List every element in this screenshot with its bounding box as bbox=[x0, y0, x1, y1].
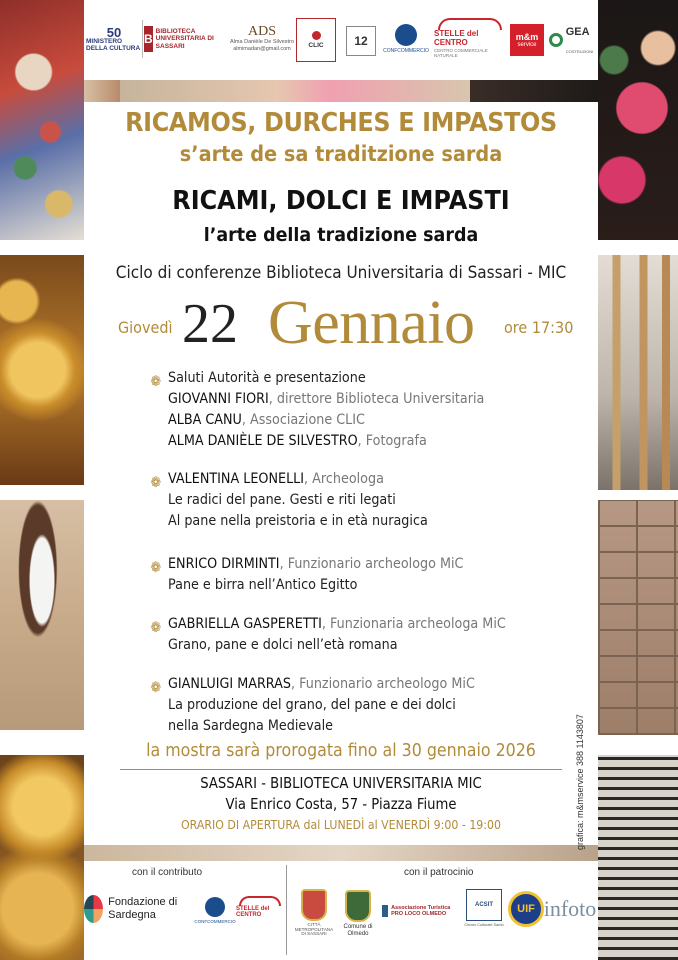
flower-bullet-icon: ❁ bbox=[150, 374, 162, 390]
exhibit-extension-note: la mostra sarà prorogata fino al 30 gennaio 2026 bbox=[146, 740, 536, 761]
title-sardinian: RICAMOS, DURCHES E IMPASTOS bbox=[125, 108, 557, 138]
ads-logo: ADS Alma Danièle De Silvestro almimadan@gmail.com bbox=[230, 24, 294, 52]
fondazione-ring-icon bbox=[84, 895, 103, 923]
subtitle-italian: l’arte della tradizione sarda bbox=[203, 224, 479, 246]
flower-bullet-icon: ❁ bbox=[150, 475, 162, 491]
opening-hours: ORARIO DI APERTURA dal LUNEDÌ al VENERDÌ 9:00 - 19:00 bbox=[180, 817, 502, 832]
stelle-del-centro-logo: STELLE del CENTRO CENTRO COMMERCIALE NATURALE bbox=[434, 18, 506, 58]
subtitle-sardinian: s’arte de sa traditzione sarda bbox=[179, 142, 503, 166]
event-date bbox=[84, 288, 598, 360]
acsit-logo: ACSIT Circolo Culturale Sardo bbox=[464, 885, 504, 931]
clic-dot-icon bbox=[312, 31, 321, 40]
flower-bullet-icon: ❁ bbox=[150, 620, 162, 636]
footer-divider bbox=[286, 865, 287, 955]
title-italian: RICAMI, DOLCI E IMPASTI bbox=[172, 186, 510, 216]
twelve-logo: 12 bbox=[346, 26, 376, 56]
bread-photo bbox=[0, 755, 84, 960]
comune-olmedo-logo: Comune di Olmedo bbox=[338, 881, 378, 947]
photo-strip bbox=[84, 80, 120, 102]
patronage-label: con il patrocinio bbox=[404, 867, 474, 878]
weekday: Giovedì bbox=[118, 318, 173, 337]
graphic-credit: grafica: m&mservice 388 1143807 bbox=[575, 714, 585, 850]
clic-logo: CLIC bbox=[296, 18, 336, 62]
baker-photo bbox=[0, 500, 84, 730]
wooden-tools-photo bbox=[598, 255, 678, 490]
confcommercio-logo-footer: CONFCOMMERCIO bbox=[192, 889, 238, 931]
arch-icon bbox=[239, 896, 281, 906]
gea-logo: GEA COSTRUZIONI bbox=[546, 28, 596, 52]
confcommercio-emblem-icon bbox=[205, 897, 225, 917]
day-number: 22 bbox=[182, 293, 238, 355]
event-time: ore 17:30 bbox=[504, 318, 574, 337]
venue-address: Via Enrico Costa, 57 - Piazza Fiume bbox=[225, 795, 457, 813]
brick-wall-photo bbox=[598, 500, 678, 735]
flower-bullet-icon: ❁ bbox=[150, 560, 162, 576]
photo-strip-bottom bbox=[84, 845, 598, 861]
sponsor-logo-bar bbox=[84, 0, 598, 80]
program-item-dirminti: ❁ ENRICO DIRMINTI, Funzionario archeologo MiC Pane e birra nell’Antico Egitto bbox=[150, 556, 464, 593]
mm-service-logo: m&m service bbox=[510, 24, 544, 56]
gold-jewel-photo bbox=[0, 255, 84, 485]
program-item-marras: ❁ GIANLUIGI MARRAS, Funzionario archeologo MiC La produzione del grano, del pane e dei dolci nella Sardegna Medievale bbox=[150, 676, 475, 734]
confcommercio-logo: CONFCOMMERCIO bbox=[382, 16, 430, 62]
contribution-label: con il contributo bbox=[132, 867, 203, 878]
program-item-leonelli: ❁ VALENTINA LEONELLI, Archeologa Le radici del pane. Gesti e riti legati Al pane nella preistoria e in età nuragica bbox=[150, 471, 428, 529]
program-item-welcome: ❁ Saluti Autorità e presentazione GIOVANNI FIORI, direttore Biblioteca Universitaria ALBA CANU, Associazione CLIC ALMA DANIÈLE DE SILVESTRO, Fotografa bbox=[150, 370, 485, 449]
month-name: Gennaio bbox=[268, 289, 475, 357]
gea-ring-icon bbox=[549, 33, 563, 47]
conference-series: Ciclo di conferenze Biblioteca Universitaria di Sassari - MIC bbox=[115, 263, 567, 283]
program-item-gasperetti: ❁ GABRIELLA GASPERETTI, Funzionaria archeologa MiC Grano, pane e dolci nell’età romana bbox=[150, 616, 506, 653]
stelle-del-centro-logo-footer: STELLE del CENTRO bbox=[236, 891, 284, 923]
photo-strip-top bbox=[120, 80, 470, 102]
pro-loco-olmedo-logo: Associazione Turistica PRO LOCO OLMEDO bbox=[382, 899, 462, 923]
embroidery-photo-top-left bbox=[0, 0, 84, 240]
crest-icon bbox=[301, 889, 327, 921]
footer-logos bbox=[84, 861, 598, 960]
ministry-culture-logo: 50 MINISTERO DELLA CULTURA bbox=[86, 20, 143, 58]
infoto-logo: infoto bbox=[543, 896, 597, 921]
fondazione-sardegna-logo: Fondazione di Sardegna bbox=[84, 889, 190, 929]
divider bbox=[120, 769, 562, 770]
photo-strip bbox=[470, 80, 598, 102]
pro-loco-mark-icon bbox=[382, 905, 388, 917]
venue-name: SASSARI - BIBLIOTECA UNIVERSITARIA MIC bbox=[200, 774, 482, 792]
citta-metropolitana-logo: CITTÀ METROPOLITANA DI SASSARI bbox=[294, 883, 334, 943]
university-library-logo: B BIBLIOTECA UNIVERSITARIA DI SASSARI bbox=[144, 22, 228, 56]
confcommercio-emblem-icon bbox=[395, 24, 417, 46]
crest-icon bbox=[345, 890, 371, 922]
embroidery-photo-top-right bbox=[598, 0, 678, 240]
weaving-photo bbox=[598, 755, 678, 960]
uif-logo: UIF bbox=[508, 891, 544, 927]
flower-bullet-icon: ❁ bbox=[150, 680, 162, 696]
